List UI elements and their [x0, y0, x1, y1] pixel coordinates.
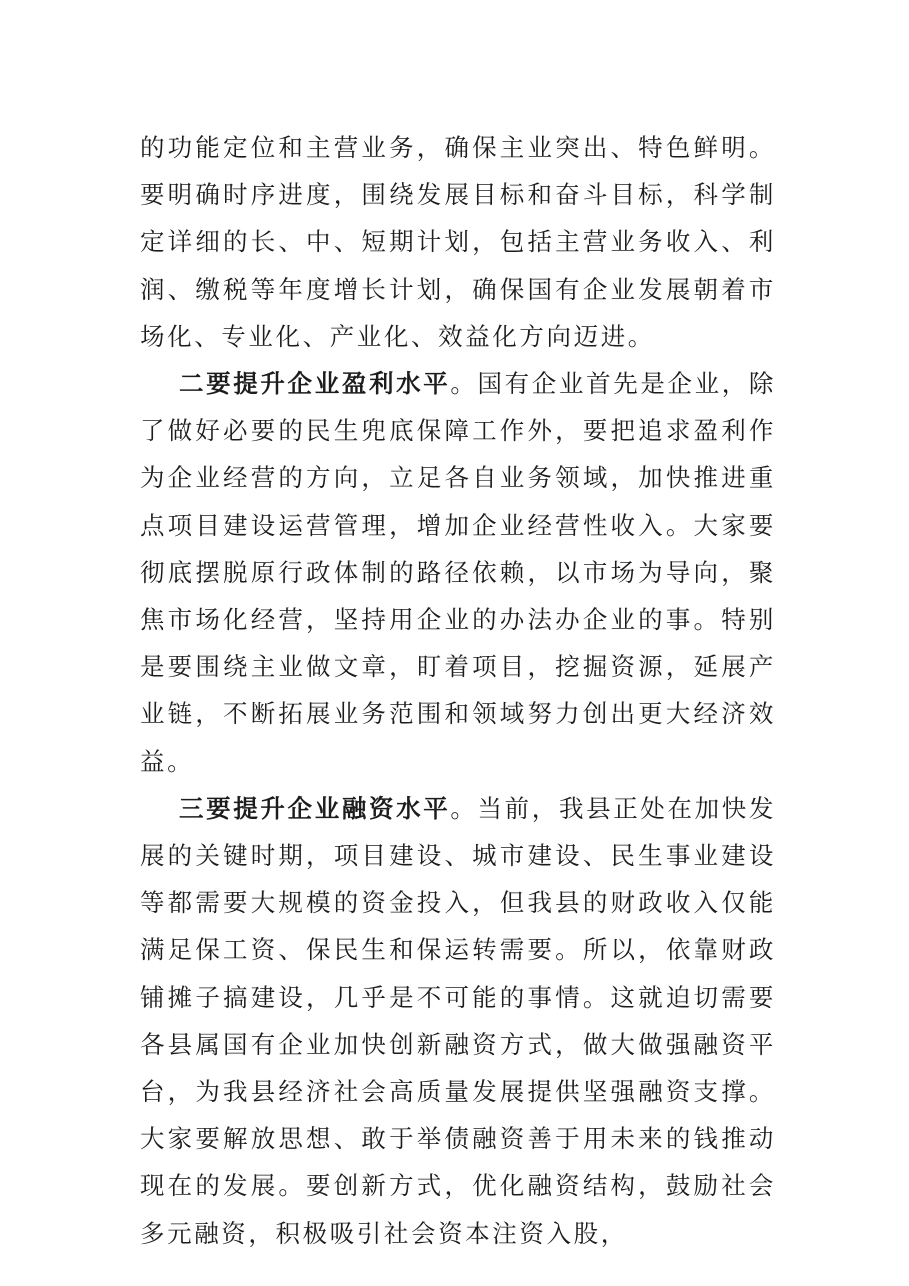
document-body: [140, 124, 776, 1257]
paragraph-heading: 三要提升企业融资水平: [179, 793, 451, 823]
paragraph-text: 的功能定位和主营业务，确保主业突出、特色鲜明。要明确时序进度，围绕发展目标和奋斗目标，科学制定详细的长、中、短期计划，包括主营业务收入、利润、缴税等年度增长计划，确保国有企业发展朝着市场化、专业化、产业化、效益化方向迈进。: [140, 133, 776, 351]
paragraph-text: 。国有企业首先是企业，除了做好必要的民生兜底保障工作外，要把追求盈利作为企业经营的方向，立足各自业务领域，加快推进重点项目建设运营管理，增加企业经营性收入。大家要彻底摆脱原行政体制的路径依赖，以市场为导向，聚焦市场化经营，坚持用企业的办法办企业的事。特别是要围绕主业做文章，盯着项目，挖掘资源，延展产业链，不断拓展业务范围和领域努力创出更大经济效益。: [140, 369, 777, 776]
paragraph-profit-level: [140, 360, 776, 785]
paragraph-text: 。当前，我县正处在加快发展的关键时期，项目建设、城市建设、民生事业建设等都需要大规模的资金投入，但我县的财政收入仅能满足保工资、保民生和保运转需要。所以，依靠财政铺摊子搞建设，几乎是不可能的事情。这就迫切需要各县属国有企业加快创新融资方式，做大做强融资平台，为我县经济社会高质量发展提供坚强融资支撑。大家要解放思想、敢于举债融资善于用未来的钱推动现在的发展。要创新方式，优化融资结构，鼓励社会多元融资，积极吸引社会资本注资入股，: [140, 793, 777, 1248]
paragraph-continuation: [140, 124, 776, 360]
paragraph-heading: 二要提升企业盈利水平: [179, 369, 451, 399]
paragraph-financing-level: [140, 785, 776, 1257]
